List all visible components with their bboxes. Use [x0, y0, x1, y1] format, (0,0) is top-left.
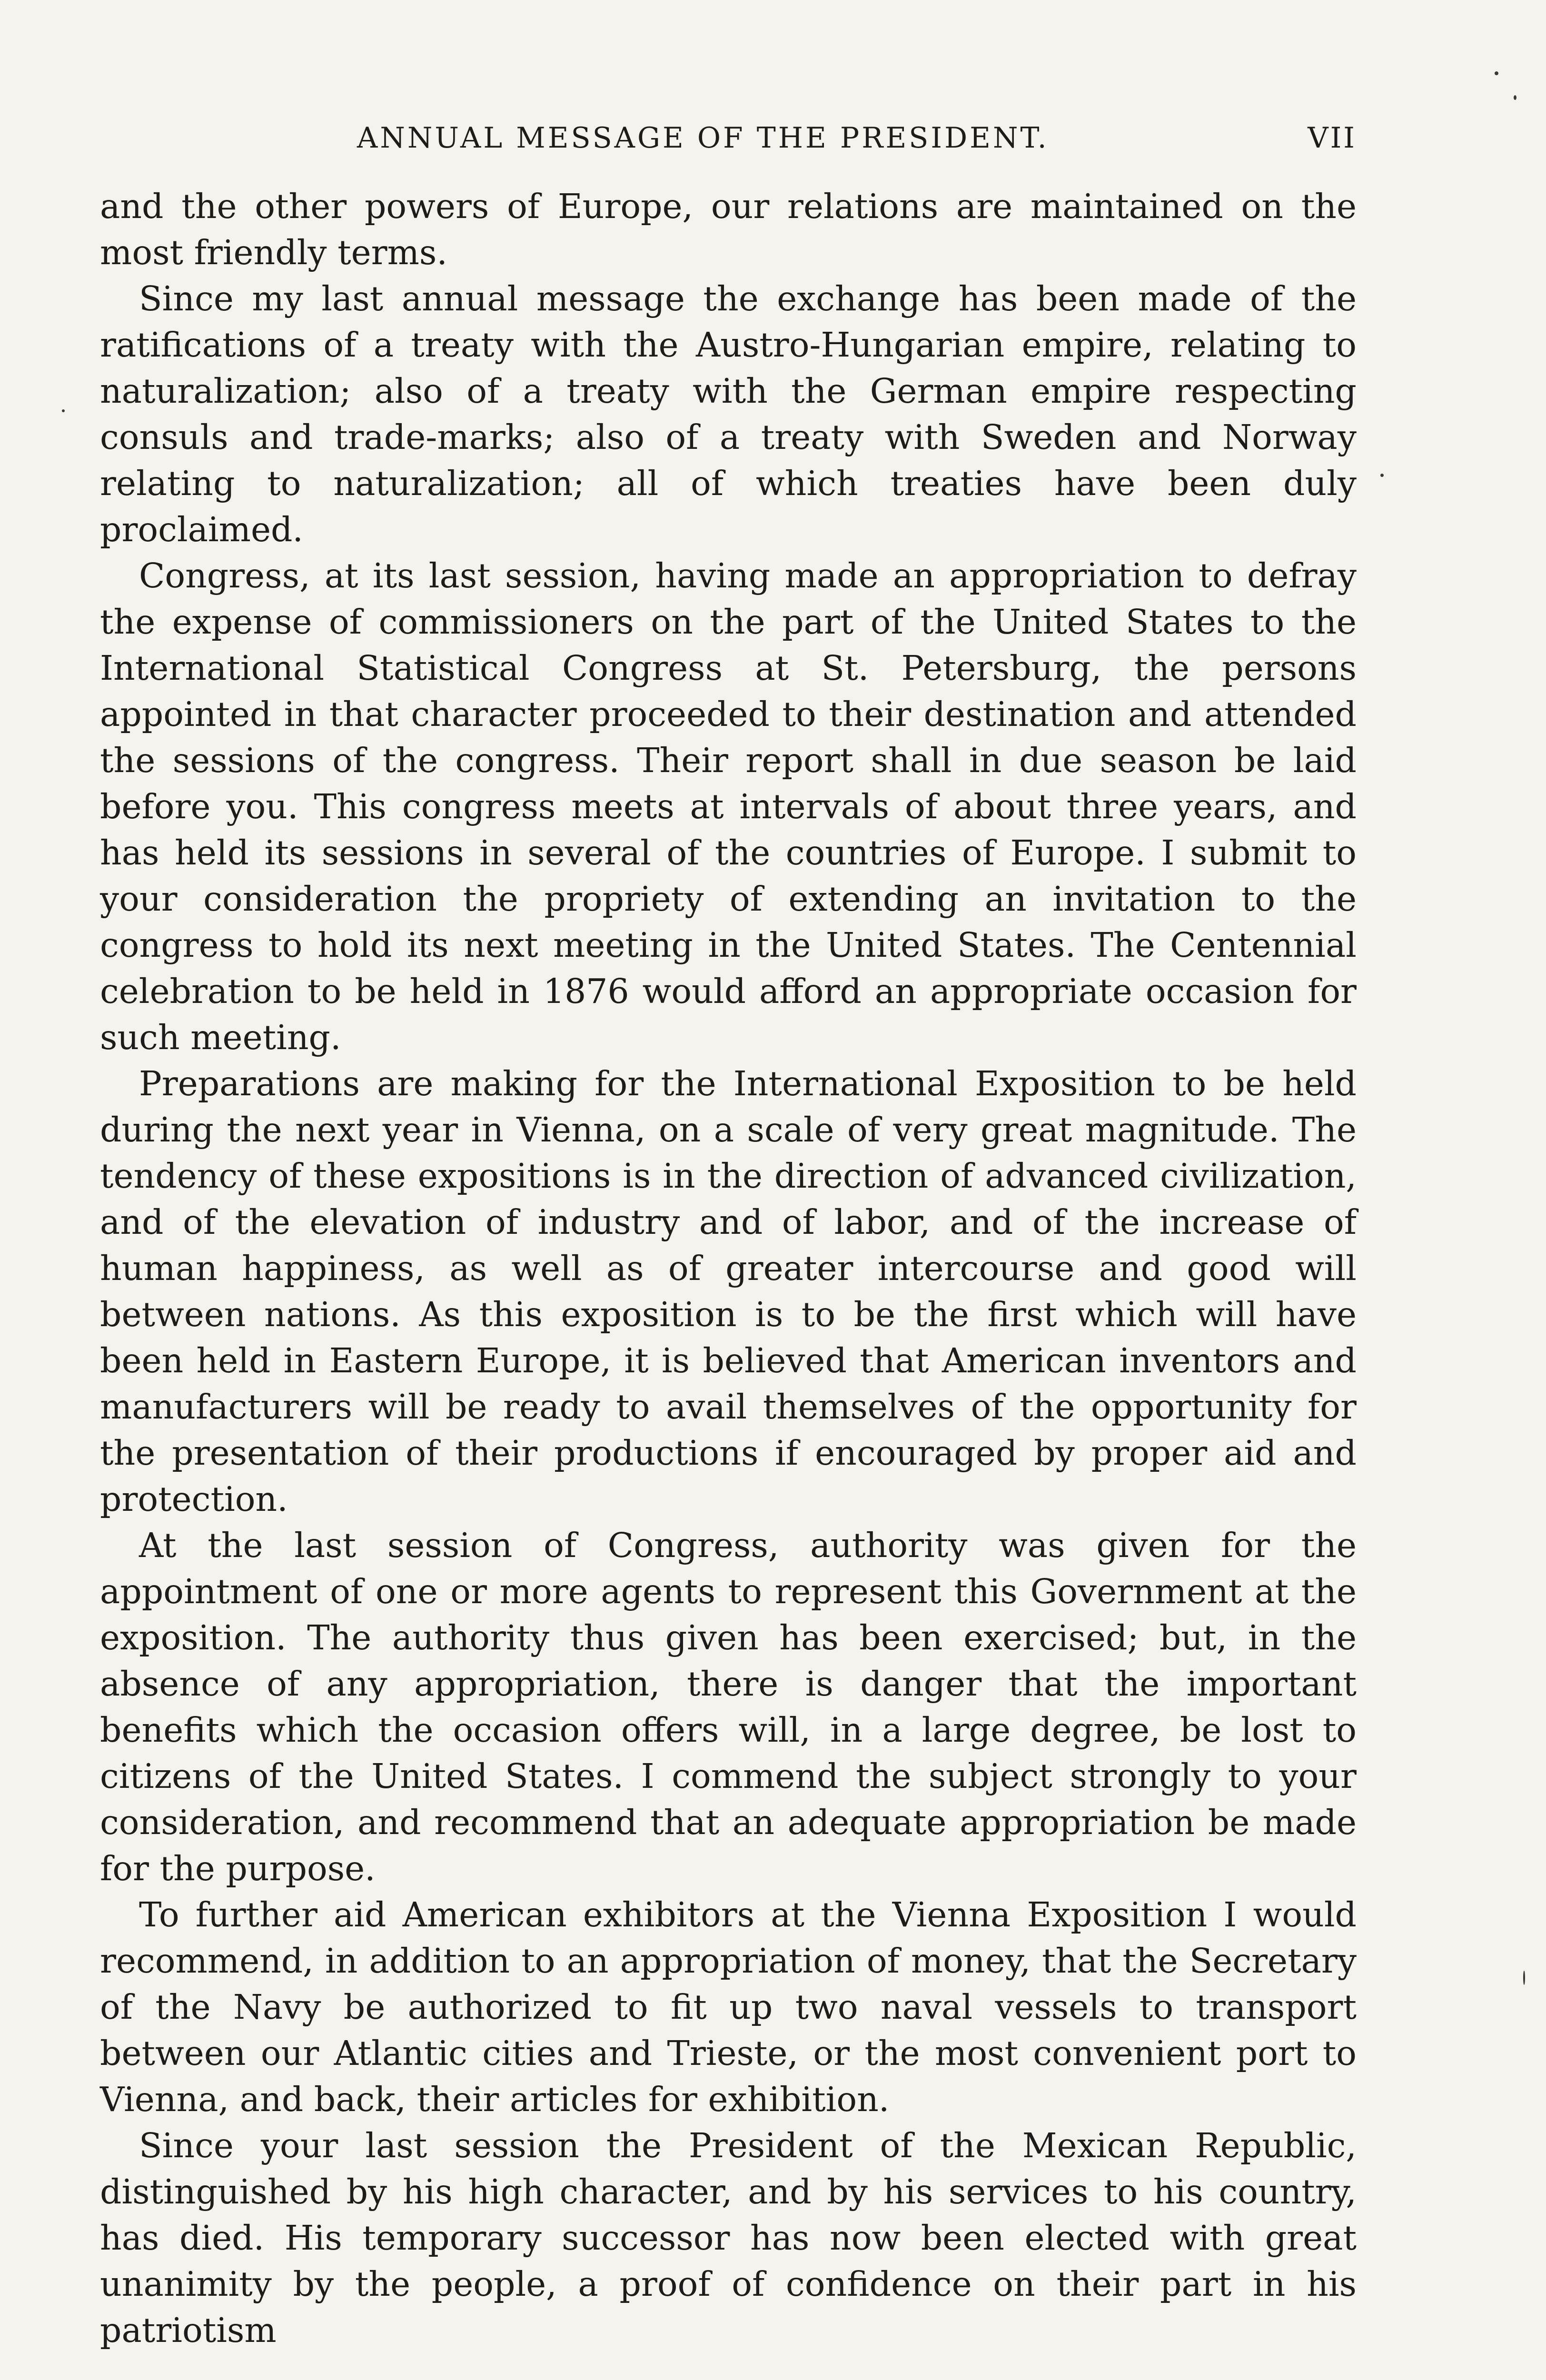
running-head [100, 119, 1357, 157]
scan-speck [1495, 71, 1498, 75]
paragraph-statistical-congress: Congress, at its last session, having made an appropriation to defray the expense of commissioners on the part of the United States to the International Statistical Congress at St. Petersburg, the persons appointed in that character proceeded to their destination and attended the sessions of the congress. Their report shall in due season be laid before you. This congress meets at intervals of about three years, and has held its sessions in several of the countries of Europe. I submit to your consideration the propriety of extending an invitation to the congress to hold its next meeting in the United States. The Centennial celebration to be held in 1876 would afford an appropriate occasion for such meeting. [100, 556, 1357, 1057]
paragraph-naval-vessels: To further aid American exhibitors at the Vienna Exposition I would recommend, in addition to an appropriation of money, that the Secretary of the Navy be authorized to fit up two naval vessels to transport between our Atlantic cities and Trieste, or the most convenient port to Vienna, and back, their articles for exhibition. [100, 1895, 1357, 2119]
scan-speck [1514, 95, 1516, 100]
scan-speck [1380, 474, 1384, 477]
scan-speck [62, 409, 65, 412]
paragraph-appropriation: At the last session of Congress, authority was given for the appointment of one or more agents to represent this Government at the exposition. The authority thus given has been exercised; but, in the absence of any appropriation, there is danger that the important benefits which the occasion offers will, in a large degree, be lost to citizens of the United States. I commend the subject strongly to your consideration, and recommend that an adequate appropriation be made for the purpose. [100, 1526, 1357, 1888]
body-text [100, 183, 1357, 2353]
paragraph-treaties: Since my last annual message the exchange has been made of the ratifications of a treaty with the Austro-Hungarian empire, relating to naturalization; also of a treaty with the German empire respecting consuls and trade-marks; also of a treaty with Sweden and Norway relating to naturalization; all of which treaties have been duly proclaimed. [100, 279, 1357, 549]
paragraph-vienna-exposition: Preparations are making for the International Exposition to be held during the next year in Vienna, on a scale of very great magnitude. The tendency of these expositions is in the direction of advanced civilization, and of the elevation of industry and of labor, and of the increase of human happiness, as well as of greater intercourse and good will between nations. As this exposition is to be the first which will have been held in Eastern Europe, it is believed that American inventors and manufacturers will be ready to avail themselves of the opportunity for the presentation of their productions if encouraged by proper aid and protection. [100, 1064, 1357, 1519]
scan-speck [1523, 1971, 1525, 1985]
page-number: VII [1308, 121, 1357, 155]
paragraph-mexican-republic: Since your last session the President of the Mexican Republic, distinguished by his high character, and by his services to his country, has died. His temporary successor has now been elected with great unanimity by the people, a proof of confidence on their part in his patriotism [100, 2126, 1357, 2350]
paragraph-continuation: and the other powers of Europe, our relations are maintained on the most friendly terms. [100, 187, 1357, 272]
running-title: ANNUAL MESSAGE OF THE PRESIDENT. [357, 121, 1049, 155]
